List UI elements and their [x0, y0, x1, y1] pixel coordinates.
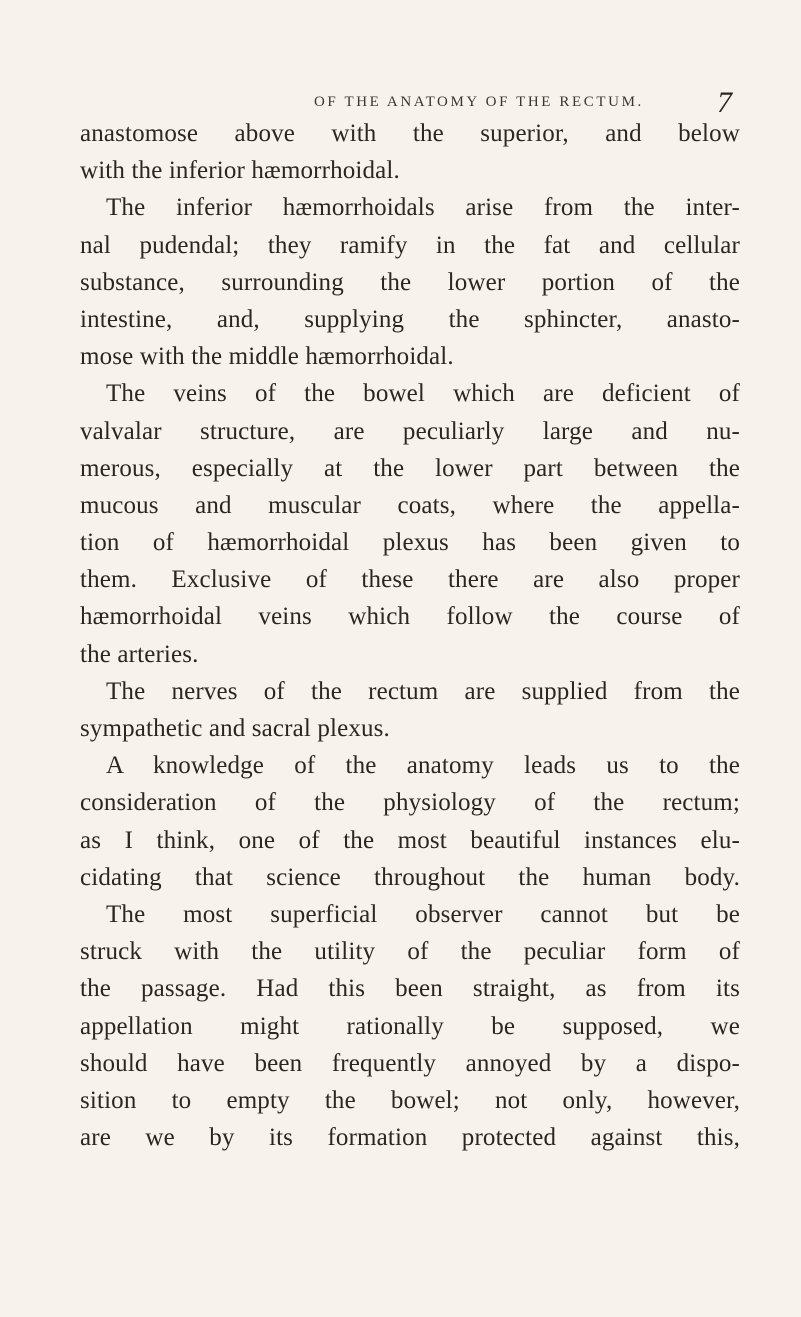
text-line: consideration of the physiology of the rectum;	[80, 789, 740, 817]
text-line: nal pudendal; they ramify in the fat and cellular	[80, 231, 740, 259]
text-line: sition to empty the bowel; not only, however,	[80, 1086, 740, 1114]
text-line: substance, surrounding the lower portion of the	[80, 268, 740, 296]
text-line: are we by its formation protected against this,	[80, 1124, 740, 1152]
text-line: The most superficial observer cannot but be	[106, 900, 740, 928]
page-number: 7	[717, 86, 732, 119]
text-line: The nerves of the rectum are supplied from the	[106, 677, 740, 705]
text-line: The inferior hæmorrhoidals arise from the inter-	[106, 194, 740, 222]
text-line: struck with the utility of the peculiar form of	[80, 938, 740, 966]
text-line: merous, especially at the lower part between the	[80, 454, 740, 482]
text-line: intestine, and, supplying the sphincter, anasto-	[80, 305, 740, 333]
text-line: them. Exclusive of these there are also proper	[80, 566, 740, 594]
text-line: The veins of the bowel which are deficient of	[106, 380, 740, 408]
text-line: the passage. Had this been straight, as from its	[80, 975, 740, 1003]
text-line: mucous and muscular coats, where the appella-	[80, 491, 740, 519]
text-line: with the inferior hæmorrhoidal.	[80, 157, 400, 185]
text-line: tion of hæmorrhoidal plexus has been given to	[80, 529, 740, 557]
text-line: appellation might rationally be supposed, we	[80, 1012, 740, 1040]
running-head	[0, 86, 801, 119]
text-line: mose with the middle hæmorrhoidal.	[80, 343, 454, 371]
text-line: as I think, one of the most beautiful instances elu-	[80, 826, 740, 854]
text-line: sympathetic and sacral plexus.	[80, 715, 390, 742]
text-line: anastomose above with the superior, and below	[80, 120, 740, 147]
text-line: should have been frequently annoyed by a dispo-	[80, 1049, 740, 1077]
body-text	[80, 115, 740, 1156]
text-line: hæmorrhoidal veins which follow the course of	[80, 603, 740, 631]
text-line: A knowledge of the anatomy leads us to the	[106, 752, 740, 780]
running-title: OF THE ANATOMY OF THE RECTUM.	[314, 94, 644, 110]
text-line: cidating that science throughout the human body.	[80, 863, 740, 891]
text-line: valvalar structure, are peculiarly large and nu-	[80, 417, 740, 445]
text-line: the arteries.	[80, 640, 199, 668]
